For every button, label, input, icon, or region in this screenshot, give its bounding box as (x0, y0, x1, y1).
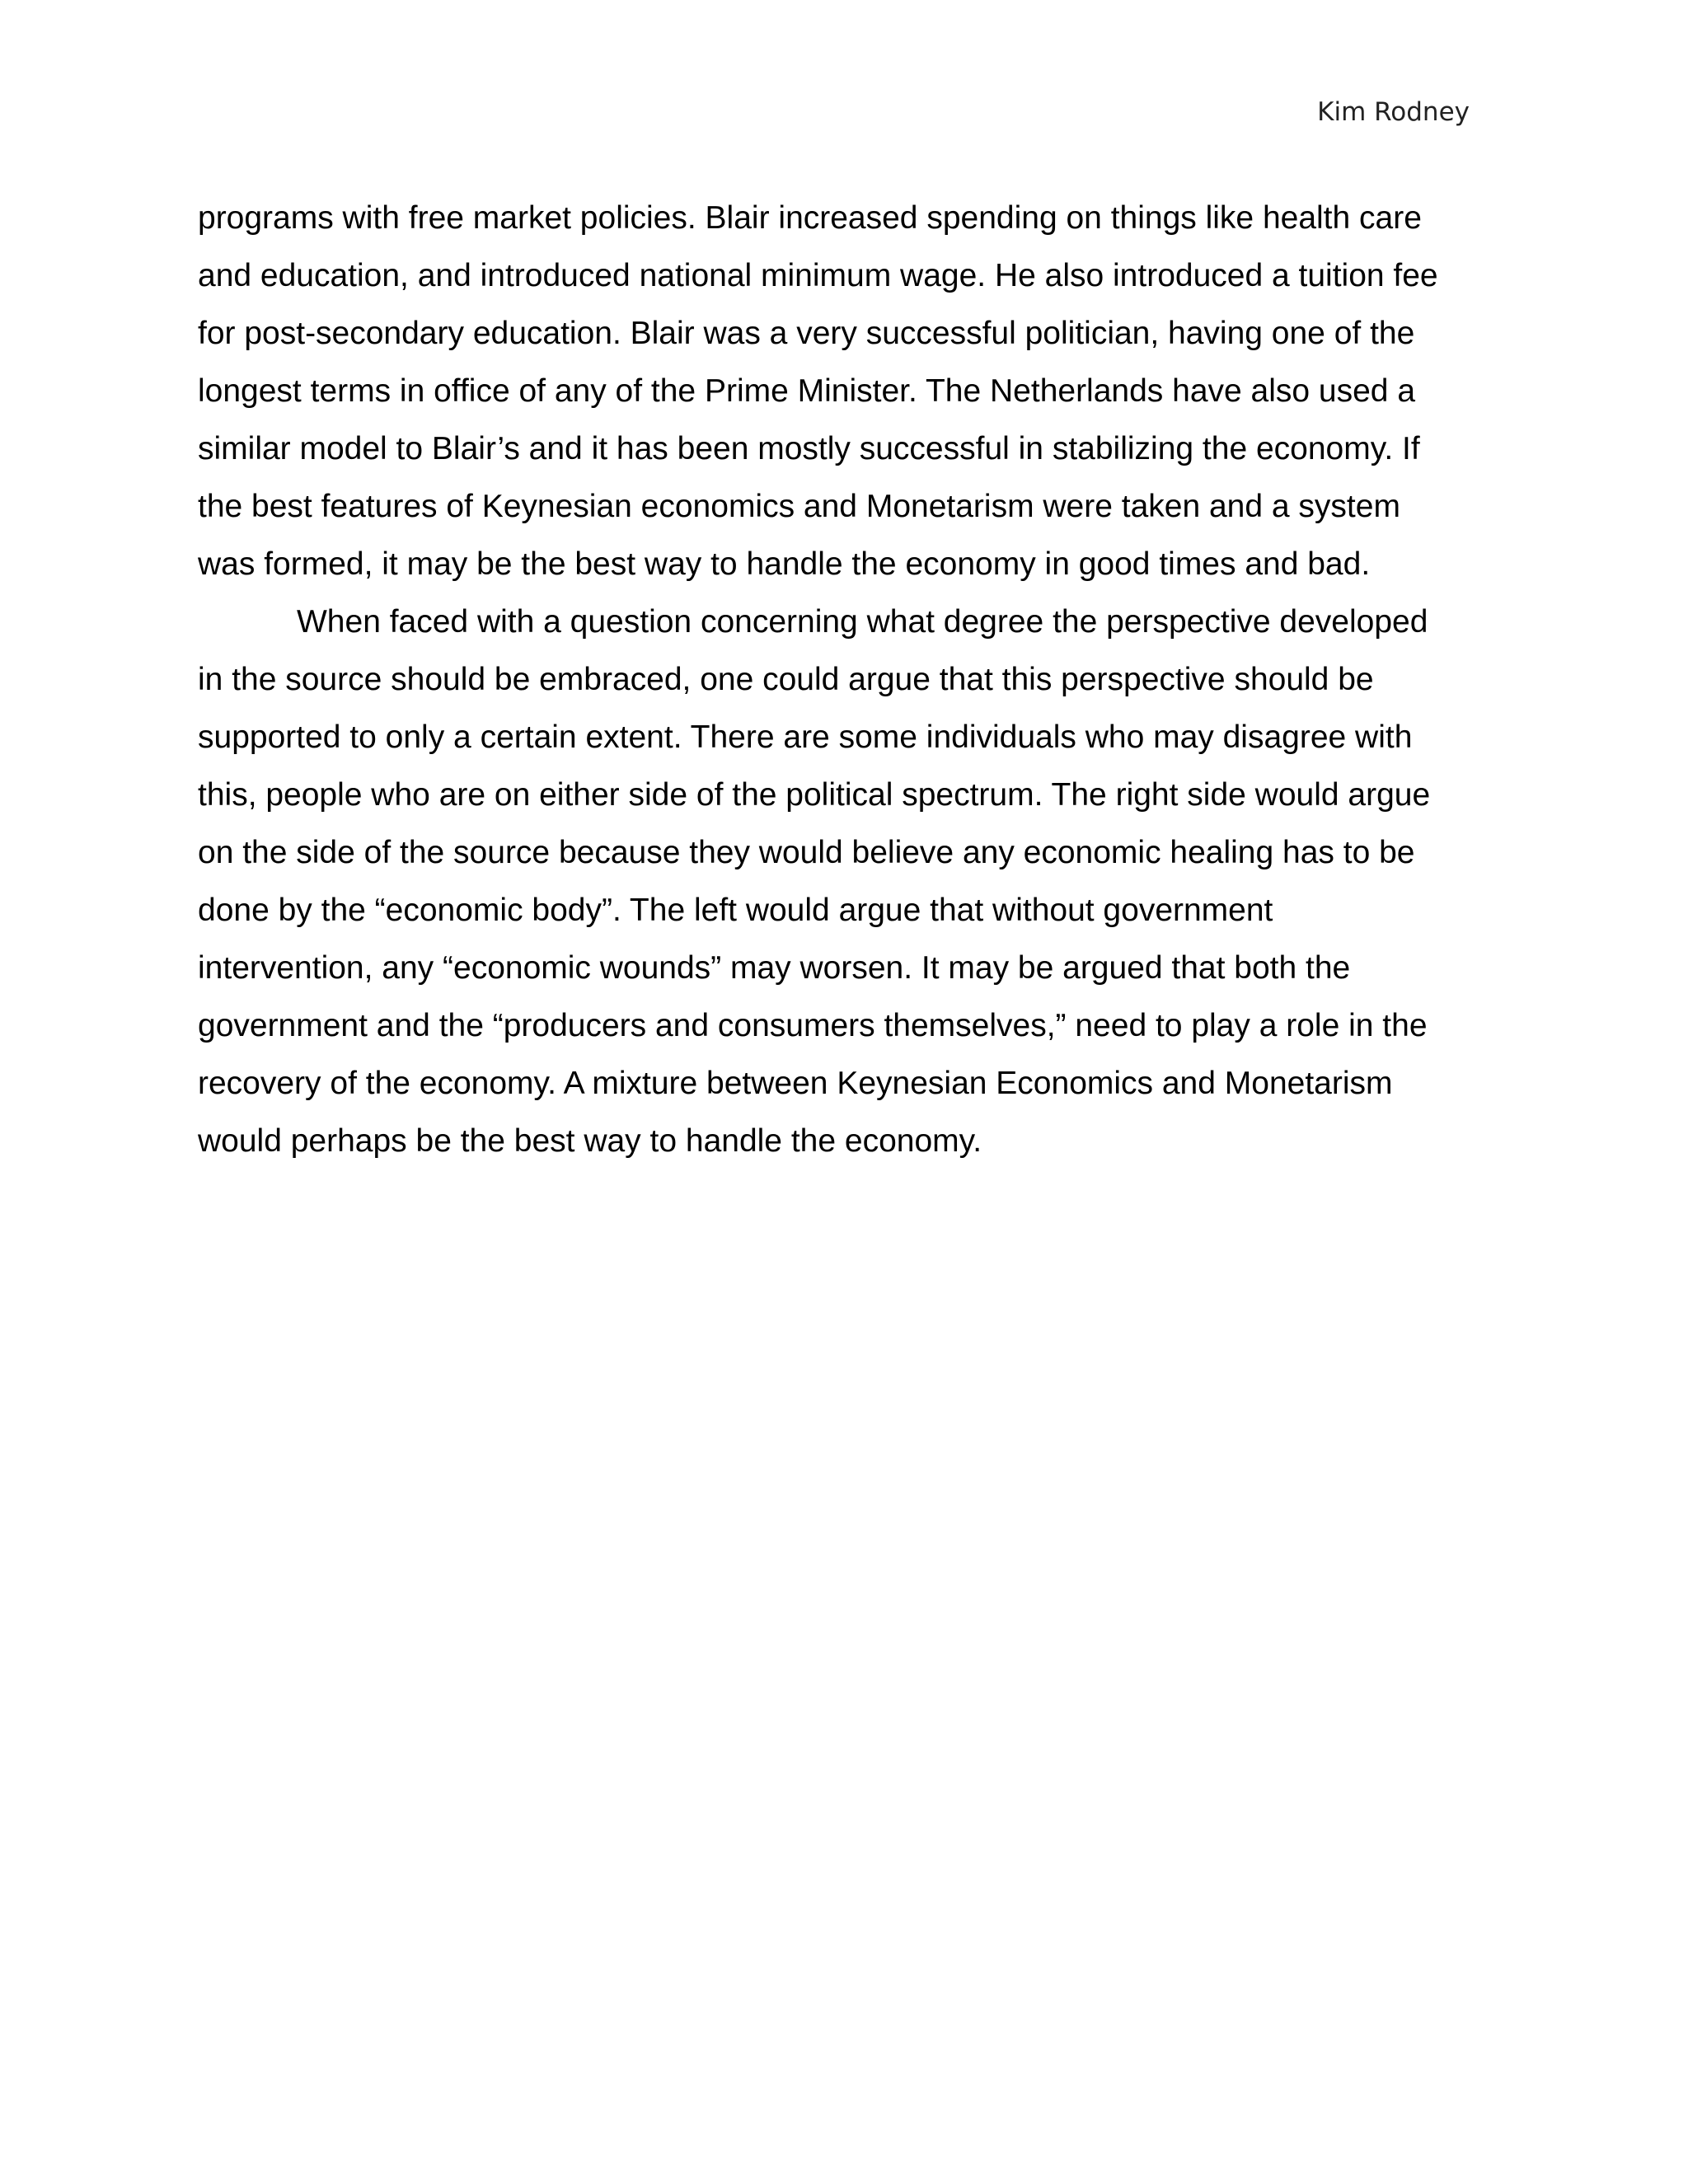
text-line: government and the “producers and consumers themselves,” need to play a role in the (198, 1008, 1428, 1043)
text-line: longest terms in office of any of the Prime Minister. The Netherlands have also used a (198, 373, 1416, 409)
text-line: this, people who are on either side of the political spectrum. The right side would argue (198, 777, 1431, 813)
text-line: would perhaps be the best way to handle the economy. (198, 1123, 982, 1159)
text-line: the best features of Keynesian economics and Monetarism were taken and a system (198, 489, 1400, 524)
paragraph-first-line: When faced with a question concerning what degree the perspective developed (297, 604, 1428, 640)
text-line: for post-secondary education. Blair was a very successful politician, having one of the (198, 316, 1415, 351)
text-line: intervention, any “economic wounds” may worsen. It may be argued that both the (198, 950, 1351, 986)
text-line: programs with free market policies. Blair increased spending on things like health care (198, 200, 1422, 236)
text-line: in the source should be embraced, one could argue that this perspective should be (198, 662, 1374, 697)
text-line: and education, and introduced national minimum wage. He also introduced a tuition fee (198, 258, 1438, 293)
text-line: was formed, it may be the best way to handle the economy in good times and bad. (198, 546, 1371, 582)
essay-body (198, 190, 1517, 1170)
text-line: on the side of the source because they would believe any economic healing has to be (198, 835, 1415, 870)
text-line: recovery of the economy. A mixture between Keynesian Economics and Monetarism (198, 1066, 1393, 1101)
text-line: done by the “economic body”. The left would argue that without government (198, 893, 1273, 928)
text-line: supported to only a certain extent. There are some individuals who may disagree with (198, 719, 1413, 755)
text-line: similar model to Blair’s and it has been mostly successful in stabilizing the economy. If (198, 431, 1420, 466)
author-header: Kim Rodney (1317, 97, 1470, 127)
